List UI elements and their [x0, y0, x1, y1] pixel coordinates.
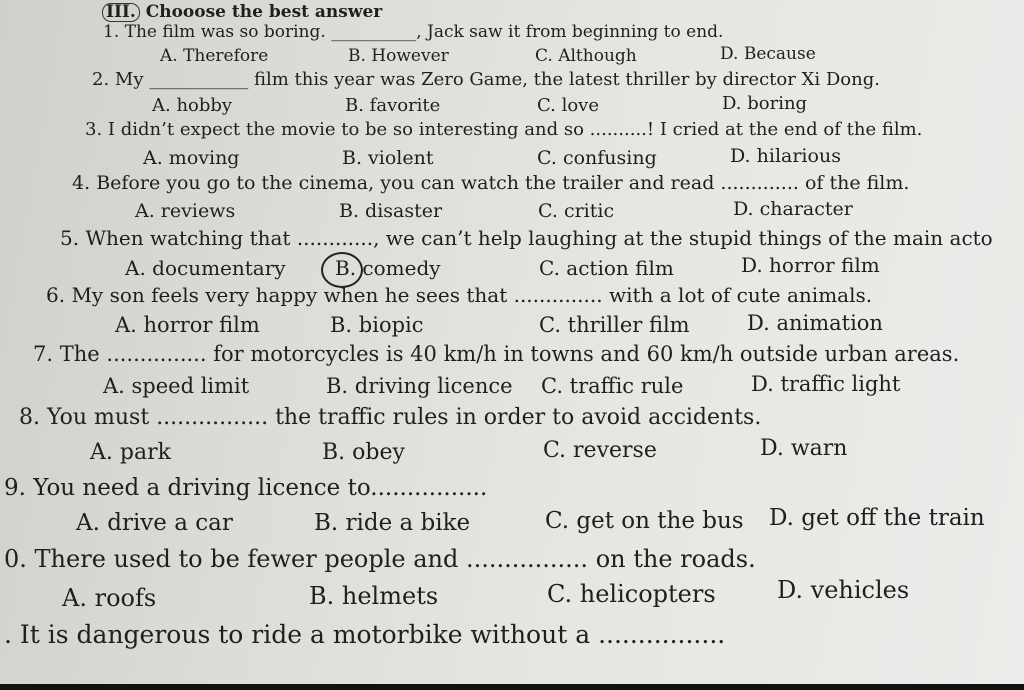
question-text-after: , Jack saw it from beginning to end. — [416, 22, 724, 42]
question-number: 8. — [19, 405, 40, 430]
section-heading — [102, 2, 382, 22]
question-number: 6. — [46, 283, 66, 307]
question-text-after: with a lot of cute animals. — [608, 283, 873, 307]
question-11 — [4, 620, 725, 649]
answer-blank: .............. — [513, 283, 603, 307]
option-b: B. biopic — [330, 313, 424, 337]
answer-blank: ................ — [598, 620, 726, 649]
question-text-after: film this year was Zero Game, the latest thriller by director Xi Dong. — [254, 69, 880, 90]
question-text-before: When watching that — [85, 226, 291, 250]
answer-blank: .......... — [589, 119, 647, 140]
question-number: 7. — [33, 342, 54, 366]
question-number: 2. — [92, 69, 110, 90]
option-a: A. speed limit — [103, 374, 250, 398]
option-c: C. traffic rule — [541, 374, 684, 398]
question-text-after: of the film. — [804, 172, 910, 194]
answer-blank: ............, — [296, 226, 380, 250]
question-number: 3. — [85, 119, 103, 140]
question-number: 0. — [4, 545, 27, 573]
option-a: A. Therefore — [160, 46, 269, 66]
option-a: A. moving — [143, 147, 240, 169]
question-text-before: It is dangerous to ride a motorbike without a — [19, 620, 591, 649]
answer-blank: ................ — [370, 475, 488, 501]
option-b: B. However — [348, 46, 449, 66]
question-text-before: The — [59, 342, 100, 366]
option-b: B. violent — [342, 147, 434, 169]
question-number: 4. — [72, 172, 91, 194]
option-d: D. vehicles — [777, 576, 910, 604]
question-text-after: for motorcycles is 40 km/h in towns and 60 km/h outside urban areas. — [213, 342, 960, 366]
answer-blank: ___________ — [149, 69, 249, 90]
question-7 — [33, 342, 959, 366]
answer-blank: __________ — [331, 22, 417, 42]
option-d: D. character — [733, 198, 853, 220]
option-b: B. driving licence — [326, 374, 513, 398]
question-text-after: we can’t help laughing at the stupid things of the main acto — [385, 226, 993, 250]
answer-blank: ............. — [720, 172, 799, 194]
question-number: 9. — [4, 475, 26, 501]
option-d: D. hilarious — [730, 145, 841, 167]
option-d: D. warn — [760, 436, 848, 461]
option-d: D. traffic light — [751, 372, 901, 396]
option-a: A. drive a car — [76, 510, 233, 536]
option-a: A. roofs — [62, 584, 157, 612]
answer-blank: ................ — [156, 405, 269, 430]
answer-blank: ................ — [466, 545, 589, 573]
question-number: 5. — [60, 226, 80, 250]
question-text-after: on the roads. — [595, 545, 756, 573]
option-b: B. comedy — [335, 256, 441, 280]
option-c: C. Although — [535, 46, 637, 66]
section-roman-numeral: III. — [102, 3, 140, 22]
option-a: A. documentary — [125, 256, 286, 280]
question-text-before: You must — [47, 405, 150, 430]
question-text-before: My — [114, 69, 144, 90]
option-c: C. action film — [539, 256, 674, 280]
question-10 — [4, 545, 756, 573]
option-a: A. hobby — [152, 95, 233, 116]
question-text-after: ! I cried at the end of the film. — [646, 119, 923, 140]
answer-blank: ............... — [106, 342, 207, 366]
option-d: D. animation — [747, 311, 883, 335]
question-2 — [92, 69, 880, 90]
question-5 — [60, 226, 993, 250]
question-text-before: The film was so boring. — [124, 22, 326, 42]
option-c: C. confusing — [537, 147, 657, 169]
option-c: C. critic — [538, 200, 615, 222]
question-text-before: There used to be fewer people and — [34, 545, 459, 573]
question-number: 1. — [103, 22, 120, 42]
option-b: B. ride a bike — [314, 510, 471, 536]
question-text-before: I didn’t expect the movie to be so interesting and so — [107, 119, 584, 140]
question-number: . — [4, 620, 12, 649]
question-4 — [72, 172, 909, 194]
option-b: B. disaster — [339, 200, 443, 222]
option-d: D. get off the train — [769, 505, 985, 531]
option-a: A. reviews — [135, 200, 236, 222]
option-a: A. park — [90, 440, 171, 465]
option-d: D. Because — [720, 44, 816, 64]
option-a: A. horror film — [115, 313, 260, 337]
question-3 — [85, 119, 922, 140]
option-d: D. horror film — [741, 253, 880, 277]
question-9 — [4, 475, 487, 501]
question-text-before: My son feels very happy when he sees that — [71, 283, 508, 307]
question-text-before: Before you go to the cinema, you can watch the trailer and read — [96, 172, 715, 194]
option-c: C. thriller film — [539, 313, 690, 337]
option-b: B. helmets — [309, 582, 439, 610]
section-title: Chooose the best answer — [145, 2, 383, 22]
question-8 — [19, 405, 761, 430]
option-b: B. favorite — [345, 95, 441, 116]
question-text-after: the traffic rules in order to avoid accidents. — [275, 405, 762, 430]
question-text-before: You need a driving licence to — [33, 475, 371, 501]
question-6 — [46, 283, 872, 307]
option-c: C. reverse — [543, 438, 657, 463]
option-c: C. love — [537, 95, 599, 116]
option-d: D. boring — [722, 93, 808, 114]
option-c: C. get on the bus — [545, 508, 744, 534]
option-b: B. obey — [322, 440, 405, 465]
option-c: C. helicopters — [547, 580, 716, 608]
photo-bottom-edge — [0, 684, 1024, 690]
question-1 — [103, 22, 723, 42]
